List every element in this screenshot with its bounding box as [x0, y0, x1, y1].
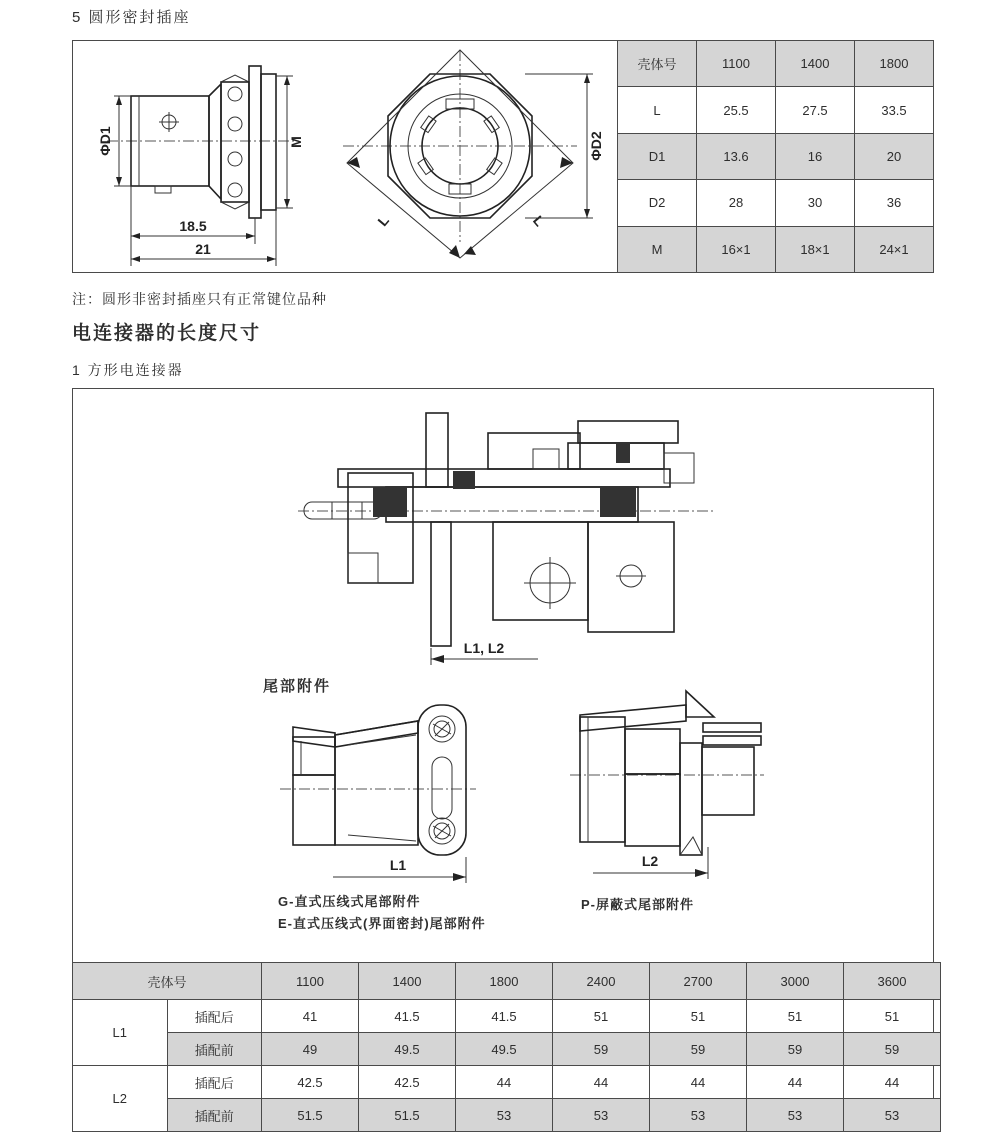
section-heading-circular: 5 圆形密封插座 — [72, 9, 191, 26]
section-heading-length: 电连接器的长度尺寸 — [72, 323, 262, 344]
tail-accessory-title: 尾部附件 — [263, 678, 332, 695]
len-cell: 44 — [747, 1066, 844, 1099]
circular-socket-spec-table — [617, 40, 934, 273]
dim-label-phi-d2: ΦD2 — [588, 131, 604, 161]
len-col-header: 1400 — [359, 963, 456, 1000]
spec-cell: 33.5 — [855, 87, 934, 133]
dim-label-21: 21 — [195, 241, 211, 257]
len-cell: 51.5 — [359, 1099, 456, 1132]
len-col-header: 3600 — [844, 963, 941, 1000]
len-cell: 59 — [747, 1033, 844, 1066]
len-group-label: L1 — [73, 1000, 168, 1066]
len-row-label: 插配后 — [167, 1066, 262, 1099]
dim-label-l-right: L — [529, 212, 548, 230]
spec-row-label: M — [618, 226, 697, 272]
spec-cell: 20 — [855, 133, 934, 179]
len-col-header: 1800 — [456, 963, 553, 1000]
front-view-drawing — [325, 44, 615, 266]
len-col-header: 3000 — [747, 963, 844, 1000]
caption-p-type: P-屏蔽式尾部附件 — [581, 897, 695, 912]
spec-col-header: 1400 — [776, 41, 855, 87]
spec-col-header: 1800 — [855, 41, 934, 87]
spec-row-label: L — [618, 87, 697, 133]
len-group-label: L2 — [73, 1066, 168, 1132]
spec-row-label: D2 — [618, 180, 697, 226]
len-cell: 44 — [844, 1066, 941, 1099]
dim-label-phi-d1: ΦD1 — [97, 126, 113, 156]
len-cell: 53 — [844, 1099, 941, 1132]
dim-label-l-left: L — [374, 212, 393, 230]
length-dimension-table — [72, 962, 941, 1132]
dim-label-m: M — [288, 136, 304, 148]
spec-cell: 28 — [697, 180, 776, 226]
len-cell: 41 — [262, 1000, 359, 1033]
len-cell: 49.5 — [456, 1033, 553, 1066]
square-connector-figure-box — [72, 388, 934, 1132]
len-cell: 59 — [650, 1033, 747, 1066]
spec-cell: 36 — [855, 180, 934, 226]
spec-cell: 24×1 — [855, 226, 934, 272]
note-text: 注：圆形非密封插座只有正常键位品种 — [72, 291, 327, 307]
len-cell: 42.5 — [262, 1066, 359, 1099]
len-cell: 53 — [650, 1099, 747, 1132]
dim-label-l1: L1 — [389, 857, 407, 873]
len-cell: 51 — [844, 1000, 941, 1033]
len-cell: 51 — [650, 1000, 747, 1033]
len-col-header: 2700 — [650, 963, 747, 1000]
p-type-tail-drawing — [568, 687, 768, 887]
spec-cell: 30 — [776, 180, 855, 226]
dim-label-l1-l2: L1, L2 — [463, 640, 505, 656]
caption-e-type: E-直式压线式(界面密封)尾部附件 — [278, 916, 486, 931]
len-cell: 53 — [553, 1099, 650, 1132]
len-row-label: 插配前 — [167, 1099, 262, 1132]
dim-label-l2: L2 — [641, 853, 659, 869]
len-cell: 59 — [553, 1033, 650, 1066]
len-cell: 53 — [456, 1099, 553, 1132]
spec-cell: 25.5 — [697, 87, 776, 133]
len-cell: 51 — [553, 1000, 650, 1033]
len-row-label: 插配前 — [167, 1033, 262, 1066]
len-cell: 42.5 — [359, 1066, 456, 1099]
spec-cell: 27.5 — [776, 87, 855, 133]
len-cell: 51 — [747, 1000, 844, 1033]
spec-cell: 18×1 — [776, 226, 855, 272]
len-cell: 41.5 — [456, 1000, 553, 1033]
len-cell: 44 — [650, 1066, 747, 1099]
len-cell: 49.5 — [359, 1033, 456, 1066]
len-cell: 49 — [262, 1033, 359, 1066]
circular-socket-figure-box — [72, 40, 934, 273]
len-col-header: 2400 — [553, 963, 650, 1000]
spec-cell: 16×1 — [697, 226, 776, 272]
spec-col-header: 壳体号 — [618, 41, 697, 87]
spec-col-header: 1100 — [697, 41, 776, 87]
spec-cell: 13.6 — [697, 133, 776, 179]
g-type-tail-drawing — [278, 697, 478, 889]
len-col-header: 壳体号 — [73, 963, 262, 1000]
len-row-label: 插配后 — [167, 1000, 262, 1033]
side-view-drawing — [81, 44, 323, 270]
cross-section-drawing — [298, 401, 718, 671]
len-cell: 41.5 — [359, 1000, 456, 1033]
len-cell: 44 — [456, 1066, 553, 1099]
len-cell: 44 — [553, 1066, 650, 1099]
spec-cell: 16 — [776, 133, 855, 179]
subsection-heading-square: 1 方形电连接器 — [72, 362, 184, 378]
caption-g-type: G-直式压线式尾部附件 — [278, 894, 421, 909]
spec-row-label: D1 — [618, 133, 697, 179]
len-cell: 59 — [844, 1033, 941, 1066]
len-col-header: 1100 — [262, 963, 359, 1000]
len-cell: 53 — [747, 1099, 844, 1132]
dim-label-18-5: 18.5 — [179, 218, 207, 234]
len-cell: 51.5 — [262, 1099, 359, 1132]
